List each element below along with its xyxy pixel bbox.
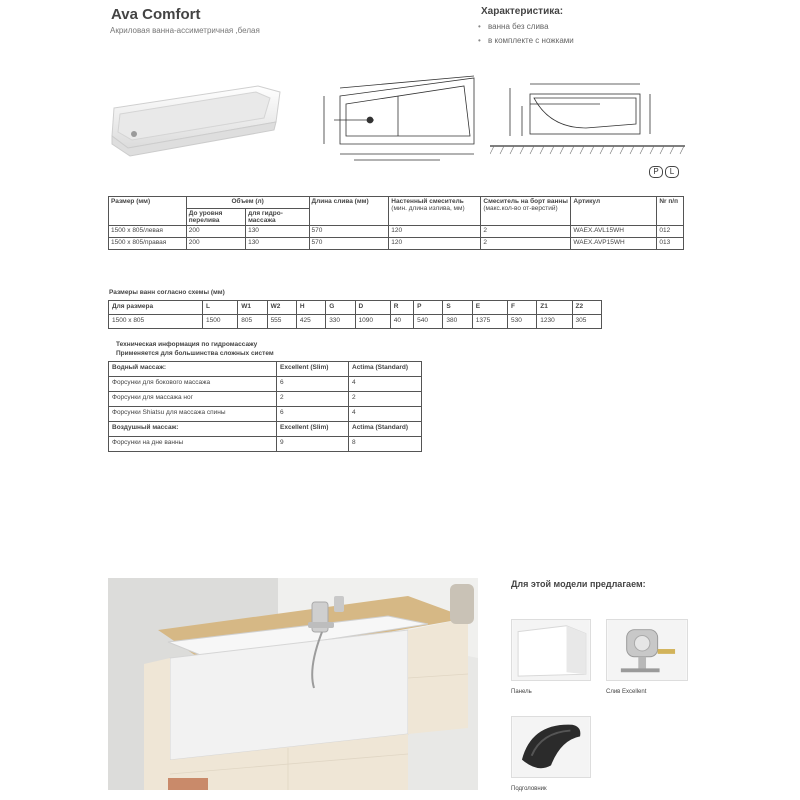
th-actima: Actima (Standard)	[349, 362, 422, 377]
cell: Форсунки на дне ванны	[109, 437, 277, 452]
th-dim: H	[296, 301, 325, 315]
badge-p: P	[649, 166, 663, 178]
feature-item: • в комплекте с ножками	[478, 34, 574, 48]
table-row	[109, 392, 422, 407]
cell: 9	[277, 437, 349, 452]
th-dim: W1	[238, 301, 267, 315]
cell: WAEX.AVL15WH	[571, 226, 657, 238]
table-row	[109, 407, 422, 422]
th-dim: E	[472, 301, 507, 315]
th-drain-length: Длина слива (мм)	[309, 197, 389, 226]
feature-item: • ванна без слива	[478, 20, 574, 34]
cell: 1230	[537, 315, 572, 329]
th-volume: Объем (л)	[186, 197, 309, 209]
th-article: Артикул	[571, 197, 657, 226]
drain-image	[606, 619, 688, 681]
cell: 1500 x 805/левая	[109, 226, 187, 238]
cell: 130	[246, 238, 309, 250]
th-excellent: Excellent (Slim)	[277, 422, 349, 437]
th-dim: G	[326, 301, 355, 315]
panel-image	[511, 619, 591, 681]
th-deck-mixer-label: Смеситель на борт ванны	[483, 198, 568, 205]
table-row	[109, 315, 602, 329]
offer-drain-label: Слив Excellent	[606, 689, 647, 695]
features-title: Характеристика:	[481, 6, 564, 17]
th-volume-hydro: для гидро-массажа	[246, 209, 309, 226]
th-wall-mixer-label: Настенный смеситель	[391, 198, 464, 205]
badge-l: L	[665, 166, 679, 178]
hydromassage-table	[108, 361, 422, 452]
offer-panel-label: Панель	[511, 689, 532, 695]
offer-title: Для этой модели предлагаем:	[511, 579, 646, 589]
cell: 8	[349, 437, 422, 452]
cell: 012	[657, 226, 684, 238]
th-deck-mixer-note: (макс.кол-во от-верстий)	[483, 205, 558, 212]
bathroom-photo	[108, 578, 478, 790]
offer-panel[interactable]	[511, 619, 591, 695]
cell: 570	[309, 238, 389, 250]
headrest-image	[511, 716, 591, 778]
th-size: Размер (мм)	[109, 197, 187, 226]
product-subtitle: Акриловая ванна-ассиметричная ,белая	[110, 26, 260, 35]
cell: 530	[507, 315, 536, 329]
cell: 2	[481, 238, 571, 250]
cell: 555	[267, 315, 296, 329]
cell: 2	[481, 226, 571, 238]
cell: 425	[296, 315, 325, 329]
cell: 4	[349, 377, 422, 392]
hydromassage-caption	[116, 340, 274, 358]
cell: 120	[389, 226, 481, 238]
offer-drain[interactable]	[606, 619, 688, 695]
cell: Форсунки для бокового массажа	[109, 377, 277, 392]
th-water-massage: Водный массаж:	[109, 362, 277, 377]
product-title: Ava Comfort	[111, 6, 201, 23]
cell: Форсунки для массажа ног	[109, 392, 277, 407]
cell: 130	[246, 226, 309, 238]
cell: 330	[326, 315, 355, 329]
th-excellent: Excellent (Slim)	[277, 362, 349, 377]
th-dim: F	[507, 301, 536, 315]
table-row	[109, 238, 684, 250]
offer-headrest[interactable]	[511, 716, 591, 792]
th-dim: L	[203, 301, 238, 315]
cell: 6	[277, 377, 349, 392]
side-drawing	[490, 76, 685, 158]
cell: 4	[349, 407, 422, 422]
cell: 2	[349, 392, 422, 407]
plan-drawing	[314, 74, 482, 164]
th-air-massage: Воздушный массаж:	[109, 422, 277, 437]
cell: 120	[389, 238, 481, 250]
table-row	[109, 226, 684, 238]
hydromassage-caption-line2: Применяется для большинства сложных систем	[116, 350, 274, 357]
cell: 200	[186, 226, 245, 238]
cell: 6	[277, 407, 349, 422]
cell: 1500 x 805/правая	[109, 238, 187, 250]
cell: 1500	[203, 315, 238, 329]
cell: 1375	[472, 315, 507, 329]
th-dim: Для размера	[109, 301, 203, 315]
th-dim: W2	[267, 301, 296, 315]
dimensions-caption: Размеры ванн согласно схемы (мм)	[109, 289, 225, 296]
th-deck-mixer	[481, 197, 571, 226]
th-dim: Z2	[572, 301, 601, 315]
cell: 570	[309, 226, 389, 238]
cell: 380	[443, 315, 472, 329]
cell: 1090	[355, 315, 390, 329]
th-dim: Z1	[537, 301, 572, 315]
hydromassage-caption-line1: Техническая информация по гидромассажу	[116, 341, 258, 348]
orientation-badges	[649, 166, 679, 178]
cell: 1500 x 805	[109, 315, 203, 329]
offer-headrest-label: Подголовник	[511, 786, 547, 792]
cell: 200	[186, 238, 245, 250]
cell: 40	[390, 315, 413, 329]
table-row	[109, 377, 422, 392]
th-wall-mixer	[389, 197, 481, 226]
th-dim: S	[443, 301, 472, 315]
cell: 805	[238, 315, 267, 329]
th-volume-overflow: До уровня перелива	[186, 209, 245, 226]
th-dim: P	[414, 301, 443, 315]
th-dim: R	[390, 301, 413, 315]
cell: Форсунки Shiatsu для массажа спины	[109, 407, 277, 422]
specs-table	[108, 196, 684, 250]
cell: WAEX.AVP15WH	[571, 238, 657, 250]
dimensions-table	[108, 300, 602, 329]
th-actima: Actima (Standard)	[349, 422, 422, 437]
cell: 540	[414, 315, 443, 329]
th-number: Nr п/п	[657, 197, 684, 226]
cell: 013	[657, 238, 684, 250]
table-row	[109, 437, 422, 452]
cell: 2	[277, 392, 349, 407]
features-list	[478, 20, 574, 48]
cell: 305	[572, 315, 601, 329]
th-dim: D	[355, 301, 390, 315]
th-wall-mixer-note: (мин. длина излива, мм)	[391, 205, 465, 212]
tub-product-image	[108, 78, 284, 174]
